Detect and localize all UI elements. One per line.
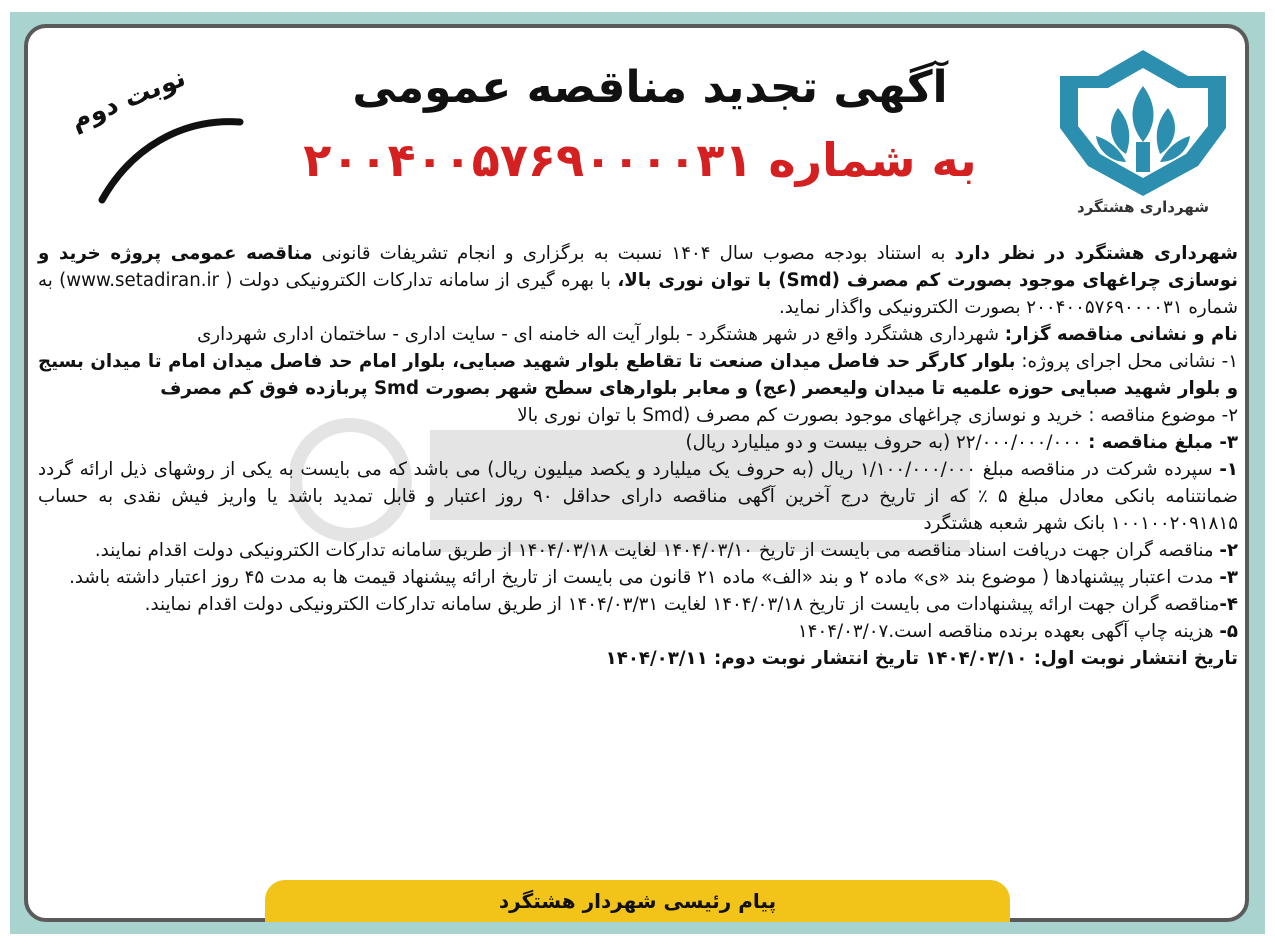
swoosh-decoration	[90, 100, 250, 210]
condition-1-number: ۱-	[1219, 459, 1238, 480]
condition-2-text: مناقصه گران جهت دریافت اسناد مناقصه می بایست از تاریخ ۱۴۰۴/۰۳/۱۰ لغایت ۱۴۰۴/۰۳/۱۸ از طریق سامانه تدارکات الکترونیکی دولت اقدام نمایند.	[94, 540, 1220, 561]
intro-text-1: به استناد بودجه مصوب سال ۱۴۰۴ نسبت به برگزاری و انجام تشریفات قانونی	[312, 243, 955, 264]
condition-3	[38, 564, 1238, 591]
amount-value: ۲۲/۰۰۰/۰۰۰/۰۰۰ (به حروف بیست و دو میلیارد ریال)	[685, 432, 1082, 453]
organizer-value: شهرداری هشتگرد واقع در شهر هشتگرد - بلوار آیت اله خامنه ای - سایت اداری - ساختمان اداری شهرداری	[197, 324, 1005, 345]
condition-2-number: ۲-	[1219, 540, 1238, 561]
condition-5	[38, 618, 1238, 645]
intro-lead: شهرداری هشتگرد در نظر دارد	[954, 243, 1238, 264]
second-publication-date: ۱۴۰۴/۰۳/۱۱	[605, 648, 708, 669]
organizer-label: نام و نشانی مناقصه گزار:	[1004, 324, 1238, 345]
subject-item: ۲- موضوع مناقصه : خرید و نوسازی چراغهای موجود بصورت کم مصرف (Smd با توان نوری بالا	[517, 405, 1238, 426]
second-publication-label: تاریخ انتشار نوبت دوم:	[707, 648, 926, 669]
intro-text-2: با بهره گیری از سامانه تدارکات الکترونیکی دولت ( www.setadiran.ir) به شماره ۲۰۰۴۰۰۵۷۶۹۰۰۰۰۳۱ بصورت الکترونیکی واگذار نماید.	[38, 270, 1238, 318]
condition-5-number: ۵-	[1219, 621, 1238, 642]
condition-1-text: سپرده شرکت در مناقصه مبلغ ۱/۱۰۰/۰۰۰/۰۰۰ ریال (به حروف یک میلیارد و یکصد میلیون ریال) می باشد که می بایست به یکی از روشهای ذیل ارائه گردد ضمانتنامه بانکی معادل مبلغ ۵ ٪ که از تاریخ درج آخرین آگهی مناقصه دارای حداقل ۹۰ روز اعتبار و قابل تمدید باشد یا واریز فیش نقدی به حساب ۱۰۰۱۰۰۲۰۹۱۸۱۵ بانک شهر شعبه هشتگرد	[38, 459, 1239, 534]
publication-dates	[38, 645, 1238, 672]
amount-label: ۳- مبلغ مناقصه :	[1081, 432, 1238, 453]
page-title: آگهی تجدید مناقصه عمومی	[352, 62, 948, 113]
condition-2	[38, 537, 1238, 564]
condition-3-number: ۳-	[1219, 567, 1238, 588]
condition-4	[38, 591, 1238, 618]
first-publication-date: ۱۴۰۴/۰۳/۱۰	[925, 648, 1028, 669]
location-item	[38, 348, 1238, 402]
condition-1	[38, 456, 1238, 537]
first-publication-label: تاریخ انتشار نوبت اول:	[1027, 648, 1238, 669]
condition-5-text: هزینه چاپ آگهی بعهده برنده مناقصه است.۱۴۰۴/۰۳/۰۷	[797, 621, 1220, 642]
amount-item	[38, 429, 1238, 456]
location-label: ۱- نشانی محل اجرای پروژه:	[1015, 351, 1238, 372]
intro-project: مناقصه عمومی پروژه خرید و نوسازی چراغهای موجود بصورت کم مصرف (Smd) با توان نوری بالا،	[38, 243, 1238, 291]
tender-number: به شماره ۲۰۰۴۰۰۵۷۶۹۰۰۰۰۳۱	[303, 133, 977, 187]
condition-4-text: مناقصه گران جهت ارائه پیشنهادات می بایست از تاریخ ۱۴۰۴/۰۳/۱۸ لغایت ۱۴۰۴/۰۳/۳۱ از طریق سامانه تدارکات الکترونیکی دولت اقدام نمایند.	[144, 594, 1220, 615]
logo-caption: شهرداری هشتگرد	[1077, 198, 1209, 216]
condition-4-number: ۴-	[1219, 594, 1238, 615]
organizer-line	[38, 321, 1238, 348]
advertisement-body	[38, 240, 1238, 672]
round-label: نوبت دوم	[66, 62, 190, 136]
intro-paragraph	[38, 240, 1238, 321]
footer-banner: پیام رئیسی شهردار هشتگرد	[265, 880, 1010, 922]
condition-3-text: مدت اعتبار پیشنهادها ( موضوع بند «ی» ماده ۲ و بند «الف» ماده ۲۱ قانون می بایست از تاریخ ارائه پیشنهاد قیمت ها به مدت ۴۵ روز اعتبار داشته باشد.	[69, 567, 1220, 588]
location-value: بلوار کارگر حد فاصل میدان صنعت تا تقاطع بلوار شهید صبایی، بلوار امام حد فاصل میدان امام تا میدان بسیج و بلوار شهید صبایی حوزه علمیه تا میدان ولیعصر (عج) و معابر بلوارهای سطح شهر بصورت Smd پربازده فوق کم مصرف	[38, 351, 1238, 399]
